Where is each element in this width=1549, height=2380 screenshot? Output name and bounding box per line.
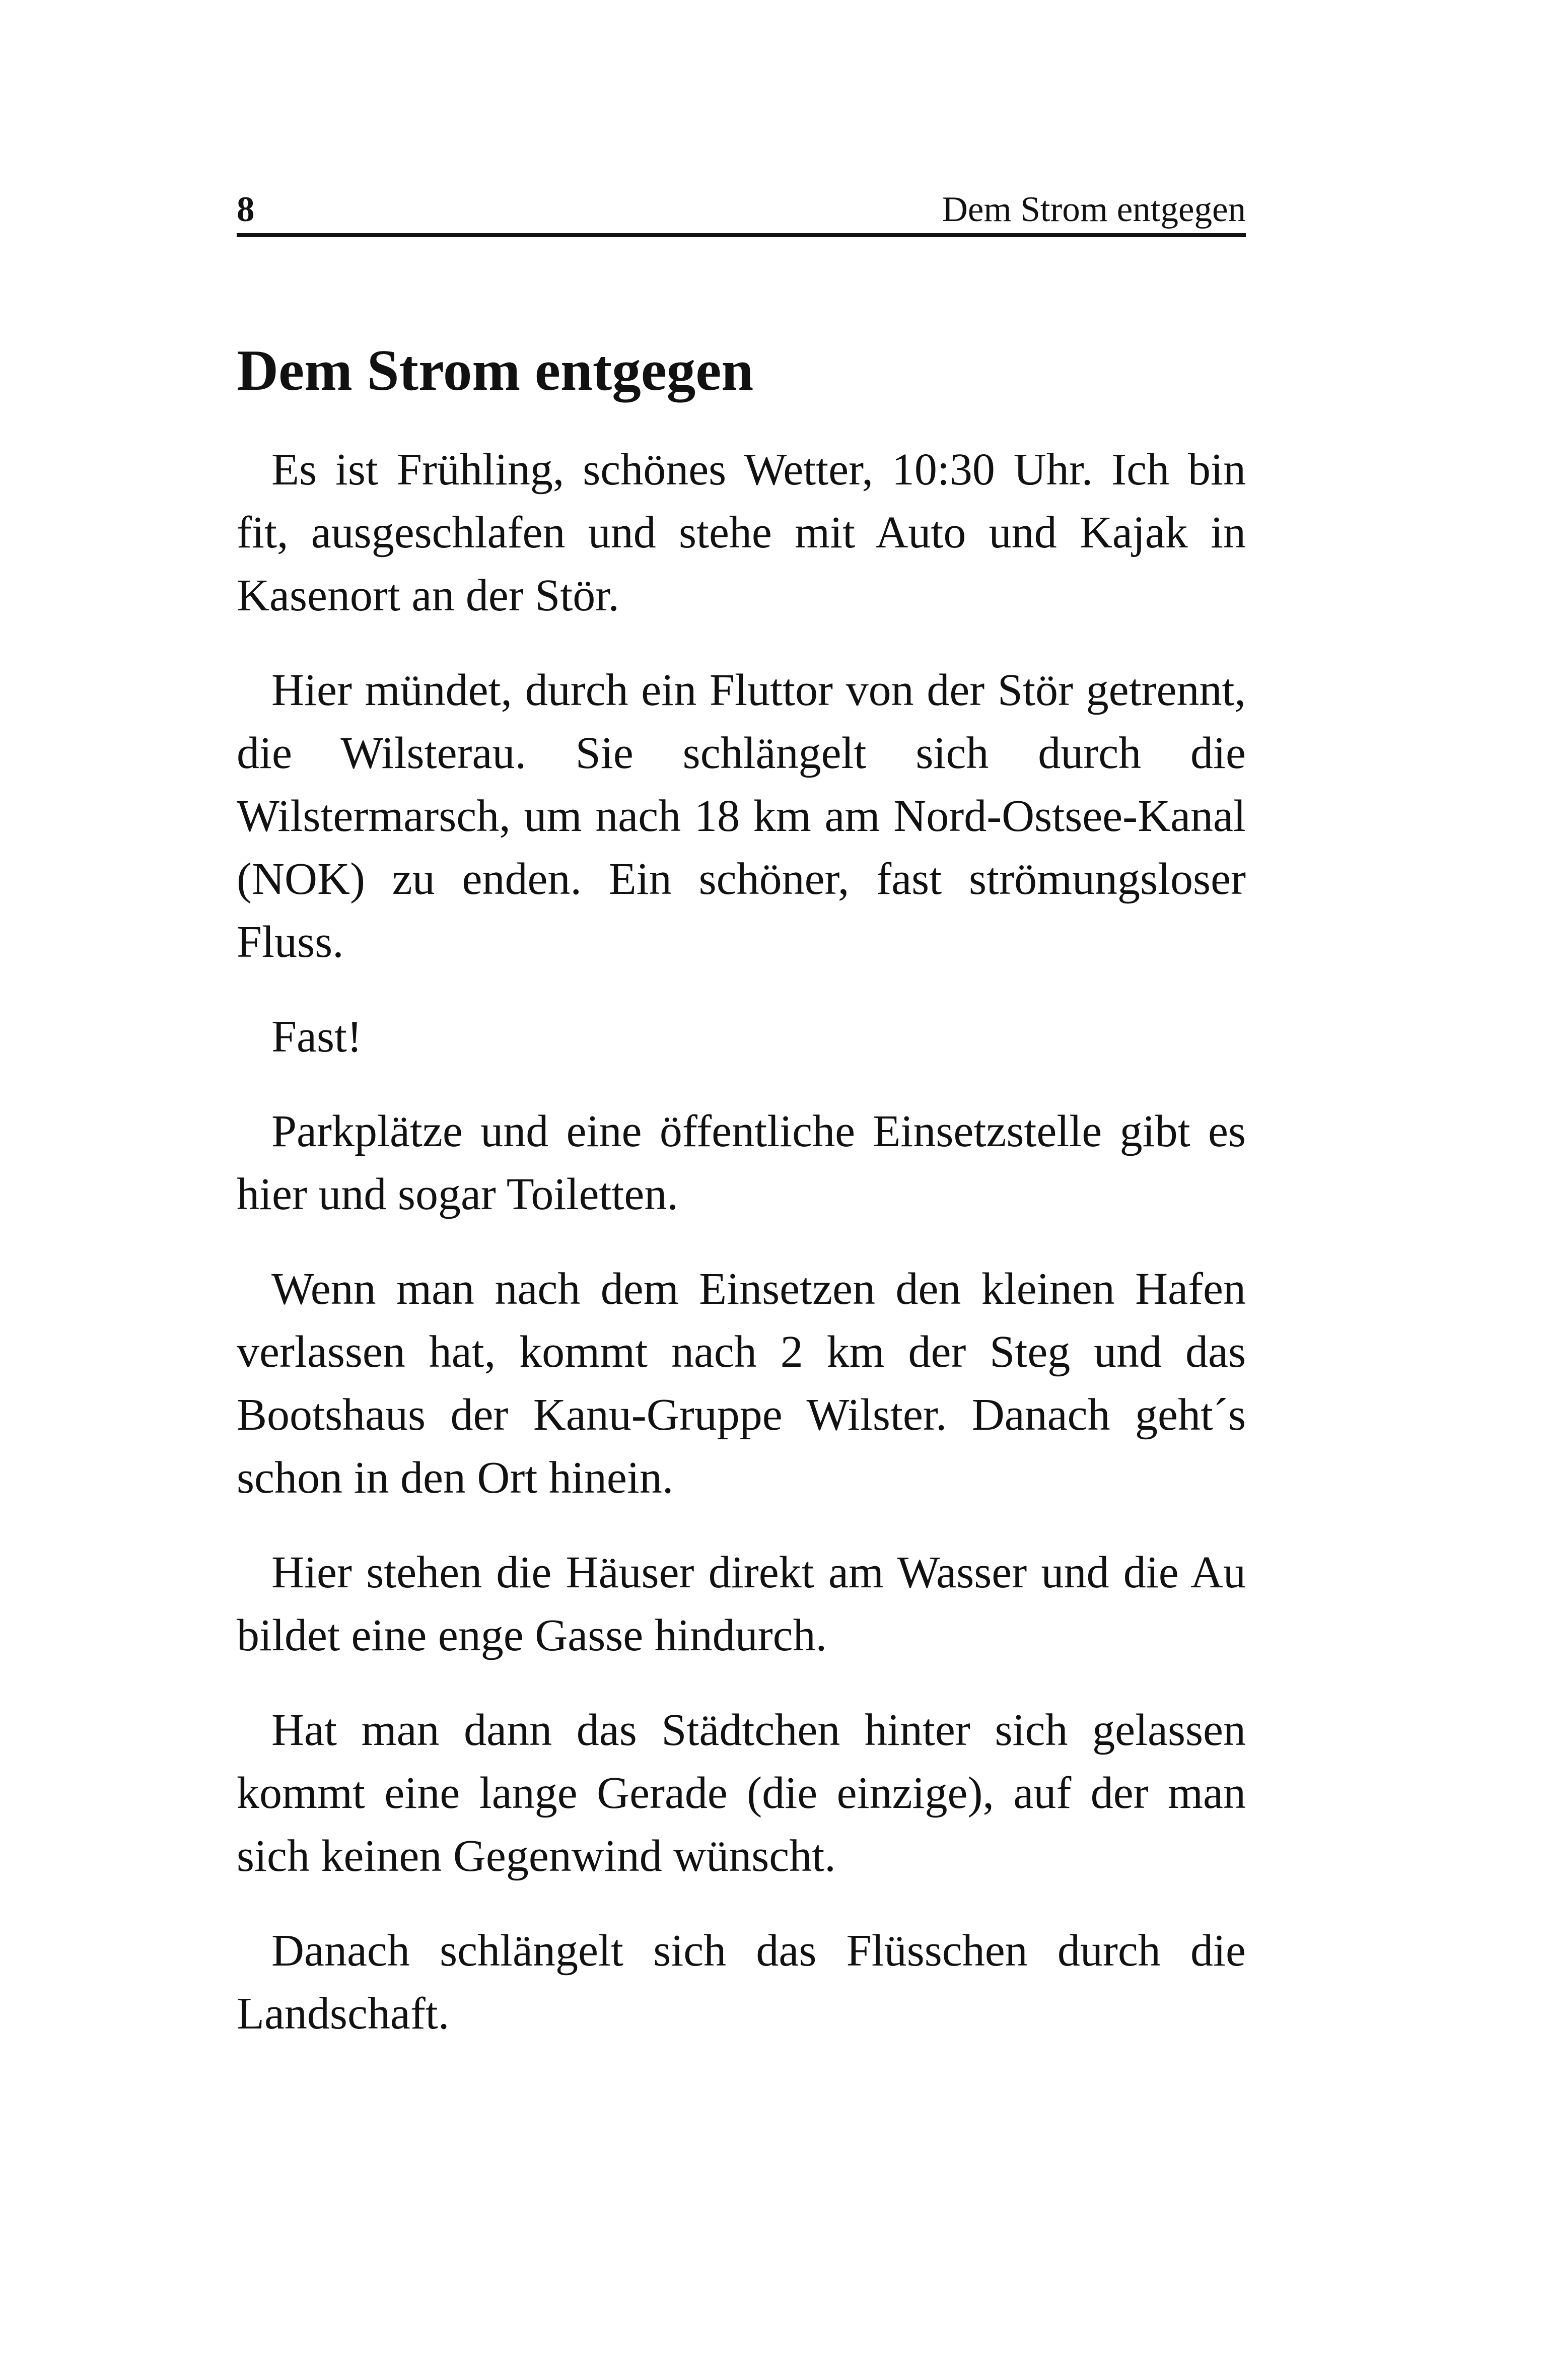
- paragraph: Wenn man nach dem Einsetzen den kleinen Hafen verlassen hat, kommt nach 2 km der Steg und das Bootshaus der Kanu-Gruppe Wilster. Danach geht´s schon in den Ort hinein.: [237, 1264, 1246, 1503]
- running-header: [237, 171, 1246, 228]
- paragraph: Hier stehen die Häuser direkt am Wasser und die Au bildet eine enge Gasse hindurch.: [237, 1548, 1246, 1660]
- paragraph: Hat man dann das Städtchen hinter sich gelassen kommt eine lange Gerade (die einzige), auf der man sich keinen Gegenwind wünscht.: [237, 1705, 1246, 1881]
- paragraph: Danach schlängelt sich das Flüsschen durch die Landschaft.: [237, 1926, 1246, 2039]
- paragraph: Hier mündet, durch ein Fluttor von der Stör getrennt, die Wilsterau. Sie schlängelt sich durch die Wilstermarsch, um nach 18 km am Nord-Ostsee-Kanal (NOK) zu enden. Ein schöner, fast strömungsloser Fluss.: [237, 665, 1246, 967]
- paragraph: Es ist Frühling, schönes Wetter, 10:30 Uhr. Ich bin fit, ausgeschlafen und stehe mit Auto und Kajak in Kasenort an der Stör.: [237, 445, 1246, 620]
- running-title: Dem Strom entgegen: [942, 190, 1246, 229]
- page-number: 8: [237, 190, 255, 229]
- chapter-title: Dem Strom entgegen: [237, 338, 754, 402]
- paragraph: Fast!: [271, 1012, 362, 1062]
- chapter-body: [237, 332, 1246, 2077]
- header-rule: [237, 233, 1246, 237]
- paragraph: Parkplätze und eine öffentliche Einsetzstelle gibt es hier und sogar Toiletten.: [237, 1106, 1246, 1219]
